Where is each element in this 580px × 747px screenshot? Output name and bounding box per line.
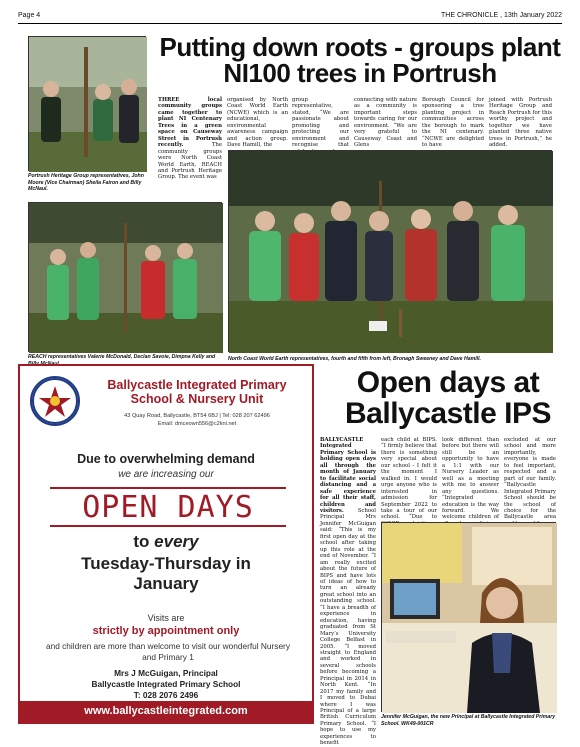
article2-col4: excluded at our school and more importantly, everyone is made to feel important, respected and a part of our family. “Ballycastle Integrated Primary School should be the school of choice for the Ballycastle area bbox=[504, 437, 556, 521]
ncwe-photo-caption: North Coast World Earth representatives, fourth and fifth from left, Bronagh Sweeney and Dave Hamill. bbox=[228, 356, 481, 362]
heritage-group-image bbox=[29, 37, 147, 172]
advert-signature bbox=[20, 668, 312, 700]
advert-open-days: OPEN DAYS bbox=[50, 487, 286, 527]
school-crest-icon bbox=[30, 376, 80, 426]
article2-col1-body: School Principal Mrs Jennifer McGuigan said: “This is my first open day at the school after taking up this role at the end of November. “I am really excited about the future of BIPS and have lots of ideas of how to turn an already great school into an outstanding school. “I have a breadth of experience in education, having graduated from St Mary’s University College Belfast in 2005. “I moved straight to England and worked in several schools before becoming a Principal in 2014 in North Kent. “In 2017 my family and I moved to Dubai where I was Principal of a large British Curriculum Primary School. “I hope to use my experiences to benefit bbox=[320, 507, 376, 747]
ncwe-group-photo bbox=[228, 150, 552, 352]
heritage-group-photo bbox=[28, 36, 146, 171]
principal-photo-caption: Jennifer McGuigan, the new Principal at Ballycastle Integrated Primary School. WK49-001CR bbox=[381, 714, 556, 727]
article1-lead: THREE local community groups came together to plant NI Centenary Trees in a green space on Causeway Street in Portrush recently. bbox=[158, 97, 222, 149]
article2-lead: BALLYCASTLE Integrated Primary School is holding open days all through the month of January to facilitate social distancing and a safe experience for all their staff, children and visitors. bbox=[320, 437, 376, 514]
reach-group-photo bbox=[28, 202, 222, 352]
heritage-photo-caption: Portrush Heritage Group representatives, John Moore (Vice Chairman) Sheila Fairon and Billy McNaul. bbox=[28, 173, 144, 192]
advert-days: Tuesday-Thursday in January bbox=[81, 554, 251, 594]
principal-image bbox=[382, 523, 557, 713]
advert-appointment: strictly by appointment only bbox=[92, 625, 240, 637]
advert-header bbox=[20, 366, 312, 450]
article1-headline: Putting down roots - groups plant NI100 trees in Portrush bbox=[159, 32, 561, 88]
advert-school-name: Ballycastle Integrated Primary School & Nursery Unit bbox=[107, 378, 287, 407]
advert-principal: Mrs J McGuigan, Principal bbox=[114, 668, 218, 678]
reach-group-image bbox=[29, 203, 223, 353]
advert-increasing-text: we are increasing our bbox=[118, 469, 214, 480]
open-days-advert bbox=[18, 364, 314, 724]
article1-col2: organised by North Coast World Earth (NCWE) which is an educational, environmental awareness campaign and action group. Dave Hamill, the bbox=[227, 97, 288, 149]
article1-col6: joined with Portrush Heritage Group and Reach Portrush for this worthy project and together we have planted three native trees in Portrush,” he added. bbox=[489, 97, 552, 149]
advert-every: every bbox=[154, 532, 199, 551]
page-number: Page 4 bbox=[18, 12, 41, 19]
advert-email: Email: dmceown556@c2kni.net bbox=[157, 420, 237, 427]
advert-welcome: and children are more than welcome to visit our wonderful Nursery and Primary 1 bbox=[46, 641, 290, 662]
advert-telephone: T: 028 2076 2496 bbox=[133, 689, 199, 700]
article2-col1 bbox=[320, 437, 376, 747]
school-crest-graphic bbox=[32, 378, 78, 424]
article1-col4: connecting with nature as a community is important steps towards caring for our environment. “We are very grateful to Causeway Coast and Glens bbox=[354, 97, 417, 149]
article1-col1 bbox=[158, 97, 222, 181]
article2-col3: look different than before but there will still be an opportunity to have a 1:1 with our Nursery Leader as well as a meeting with me to answer any questions. “Integrated education is the way forward. We welcome children of bbox=[442, 437, 499, 521]
article2-col2: each child at BIPS. “I firmly believe that there is something very special about our school - I felt it the moment I walked in. I would urge anyone who is interested in admission for September 2022 to take a tour of our school. “Due to bbox=[381, 437, 437, 521]
advert-address bbox=[86, 413, 308, 429]
article2-headline: Open days at Ballycastle IPS bbox=[345, 366, 551, 430]
advert-to: to bbox=[133, 532, 150, 551]
principal-photo bbox=[381, 522, 556, 712]
publication-date: THE CHRONICLE , 13th January 2022 bbox=[441, 12, 562, 19]
reach-photo-caption: REACH representatives Valerie McDonald, Declan Savoie, Dimpna Kelly and bbox=[28, 354, 216, 360]
ncwe-group-image bbox=[229, 151, 553, 353]
page-header bbox=[18, 10, 562, 24]
advert-demand-text: Due to overwhelming demand bbox=[77, 452, 255, 466]
advert-website: www.ballycastleintegrated.com bbox=[20, 701, 312, 722]
article1-col1-body: The community groups were North Coast World Earth, REACH and Portrush Heritage Group. The event was bbox=[158, 142, 222, 181]
advert-school-sign: Ballycastle Integrated Primary School bbox=[91, 678, 241, 689]
article1-col3: group representative, stated, “We are passionate about promoting and protecting our environment and recognise that bbox=[292, 97, 349, 149]
advert-visits: Visits are bbox=[147, 613, 185, 623]
article1-col5: Borough Council for sponsoring a tree planting project in communities across the borough to mark the NI centenary. “NCWE are delighted to have bbox=[422, 97, 484, 149]
advert-to-every bbox=[20, 532, 312, 552]
advert-address-line: 43 Quay Road, Ballycastle, BT54 6BJ | Tel: 028 207 62496 bbox=[124, 413, 270, 419]
